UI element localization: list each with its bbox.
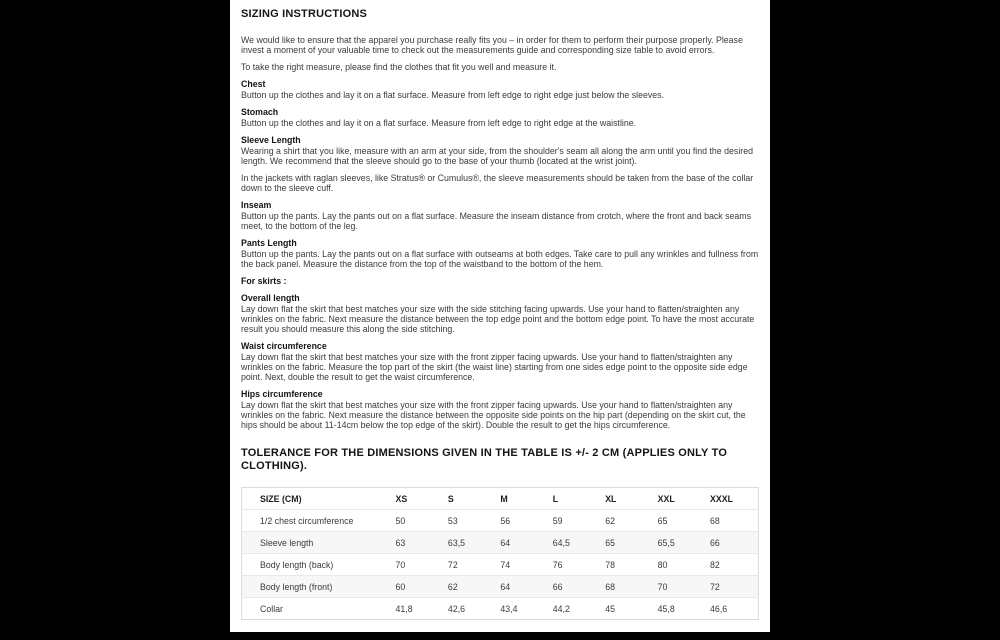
section-heading: Sleeve Length <box>241 135 301 145</box>
section-heading: Pants Length <box>241 238 297 248</box>
table-header-cell: XS <box>392 488 444 510</box>
table-row <box>242 510 759 532</box>
table-row <box>242 576 759 598</box>
size-value: 60 <box>392 576 444 598</box>
size-value: 63 <box>392 532 444 554</box>
size-value: 80 <box>654 554 706 576</box>
size-value: 43,4 <box>500 603 518 614</box>
section-heading: Inseam <box>241 200 272 210</box>
intro-paragraphs <box>241 35 759 72</box>
size-value: 64,5 <box>549 532 601 554</box>
size-value: 53 <box>444 510 496 532</box>
row-label: Sleeve length <box>242 532 392 554</box>
size-value: 66 <box>706 532 758 554</box>
size-value: 42,6 <box>447 603 466 614</box>
size-value: 72 <box>706 576 758 598</box>
size-value: 65 <box>601 532 653 554</box>
size-value: 70 <box>392 554 444 576</box>
section-paragraph: Wearing a shirt that you like, measure with an arm at your side, from the shoulder's seam all along the arm until you find the desired length. We recommend that the sleeve should go to the base of your thumb (located at the wrist joint). <box>241 146 753 166</box>
size-value: 44,2 <box>552 603 570 614</box>
size-value: 63,5 <box>444 532 496 554</box>
size-value: 65 <box>654 510 706 532</box>
table-row <box>242 598 759 620</box>
section-paragraph: Lay down flat the skirt that best matches your size with the front zipper facing upwards. Use your hand to flatten/straighten any wrinkles on the fabric. Next measure the distance between the opposite side points on the hip part (depending on the skirt cut, the hips should be about 11-14cm below the top edge of the skirt). Double the result to get the hips circumference. <box>241 400 746 430</box>
size-value: 64 <box>496 532 548 554</box>
row-label: Body length (front) <box>242 576 392 598</box>
row-label: 1/2 chest circumference <box>242 510 392 532</box>
section-heading: Overall length <box>241 293 300 303</box>
section-paragraph: Button up the pants. Lay the pants out on a flat surface with outseams at both edges. Take care to pull any wrinkles and fullness from the back panel. Measure the distance from the top of the waistband to the bottom of the hem. <box>241 249 759 269</box>
size-value: 82 <box>706 554 758 576</box>
section-paragraph: In the jackets with raglan sleeves, like Stratus® or Cumulus®, the sleeve measurements should be taken from the base of the collar down to the sleeve cuff. <box>241 173 754 193</box>
intro-paragraph: To take the right measure, please find the clothes that fit you well and measure it. <box>241 62 557 72</box>
size-value: 76 <box>549 554 601 576</box>
size-value: 74 <box>496 554 548 576</box>
size-table <box>241 487 759 620</box>
size-value: 78 <box>601 554 653 576</box>
table-header-cell: SIZE (CM) <box>242 488 392 510</box>
size-value: 56 <box>496 510 548 532</box>
size-value: 59 <box>549 510 601 532</box>
table-header-cell: XXL <box>654 488 706 510</box>
size-value: 68 <box>601 576 653 598</box>
tolerance-heading: TOLERANCE FOR THE DIMENSIONS GIVEN IN THE TABLE IS +/- 2 CM (APPLIES ONLY TO CLOTHING). <box>241 447 728 472</box>
size-value: 45,8 <box>657 603 675 614</box>
section-heading: For skirts : <box>241 276 287 286</box>
table-header-cell: M <box>496 488 548 510</box>
size-value: 45 <box>605 603 615 614</box>
size-value: 41,8 <box>395 603 413 614</box>
section-heading: Hips circumference <box>241 389 323 399</box>
measurement-sections <box>241 79 759 430</box>
section-heading: Stomach <box>241 107 279 117</box>
size-value: 62 <box>601 510 653 532</box>
size-value: 46,6 <box>710 603 728 614</box>
sizing-instructions-page <box>230 0 770 632</box>
size-value: 66 <box>549 576 601 598</box>
size-value: 64 <box>496 576 548 598</box>
table-header-cell: L <box>549 488 601 510</box>
section-paragraph: Button up the clothes and lay it on a flat surface. Measure from left edge to right edge just below the sleeves. <box>241 90 664 100</box>
section-paragraph: Lay down flat the skirt that best matches your size with the side stitching facing upwards. Use your hand to flatten/straighten any wrinkles on the fabric. Next measure the distance between the top edge point and the bottom edge point. To have the most accurate result you should measure this along the side stitching. <box>241 304 755 334</box>
size-value: 50 <box>392 510 444 532</box>
section-heading: Chest <box>241 79 266 89</box>
size-value: 65,5 <box>654 532 706 554</box>
size-value: 68 <box>706 510 758 532</box>
section-heading: Waist circumference <box>241 341 327 351</box>
row-label: Body length (back) <box>242 554 392 576</box>
row-label: Collar <box>260 603 283 614</box>
table-header-cell: XL <box>601 488 653 510</box>
size-value: 72 <box>444 554 496 576</box>
section-paragraph: Button up the pants. Lay the pants out on a flat surface. Measure the inseam distance from crotch, where the front and back seams meet, to the bottom of the leg. <box>241 211 752 231</box>
page-title: SIZING INSTRUCTIONS <box>241 8 368 20</box>
table-header-cell: XXXL <box>706 488 758 510</box>
size-value: 70 <box>654 576 706 598</box>
size-table-body <box>242 510 759 620</box>
section-paragraph: Button up the clothes and lay it on a flat surface. Measure from left edge to right edge at the waistline. <box>241 118 637 128</box>
intro-paragraph: We would like to ensure that the apparel you purchase really fits you – in order for them to perform their purpose properly. Please invest a moment of your valuable time to check out the measurements guide and corresponding size table to avoid errors. <box>241 35 743 55</box>
size-table-header-row <box>242 488 759 510</box>
table-header-cell: S <box>444 488 496 510</box>
section-paragraph: Lay down flat the skirt that best matches your size with the front zipper facing upwards. Use your hand to flatten/straighten any wrinkles on the fabric. Measure the top part of the skirt (the waist line) starting from one sides edge point to the opposite side edge point. Next, double the result to get the waist circumference. <box>241 352 748 382</box>
size-value: 62 <box>444 576 496 598</box>
table-row <box>242 554 759 576</box>
table-row <box>242 532 759 554</box>
